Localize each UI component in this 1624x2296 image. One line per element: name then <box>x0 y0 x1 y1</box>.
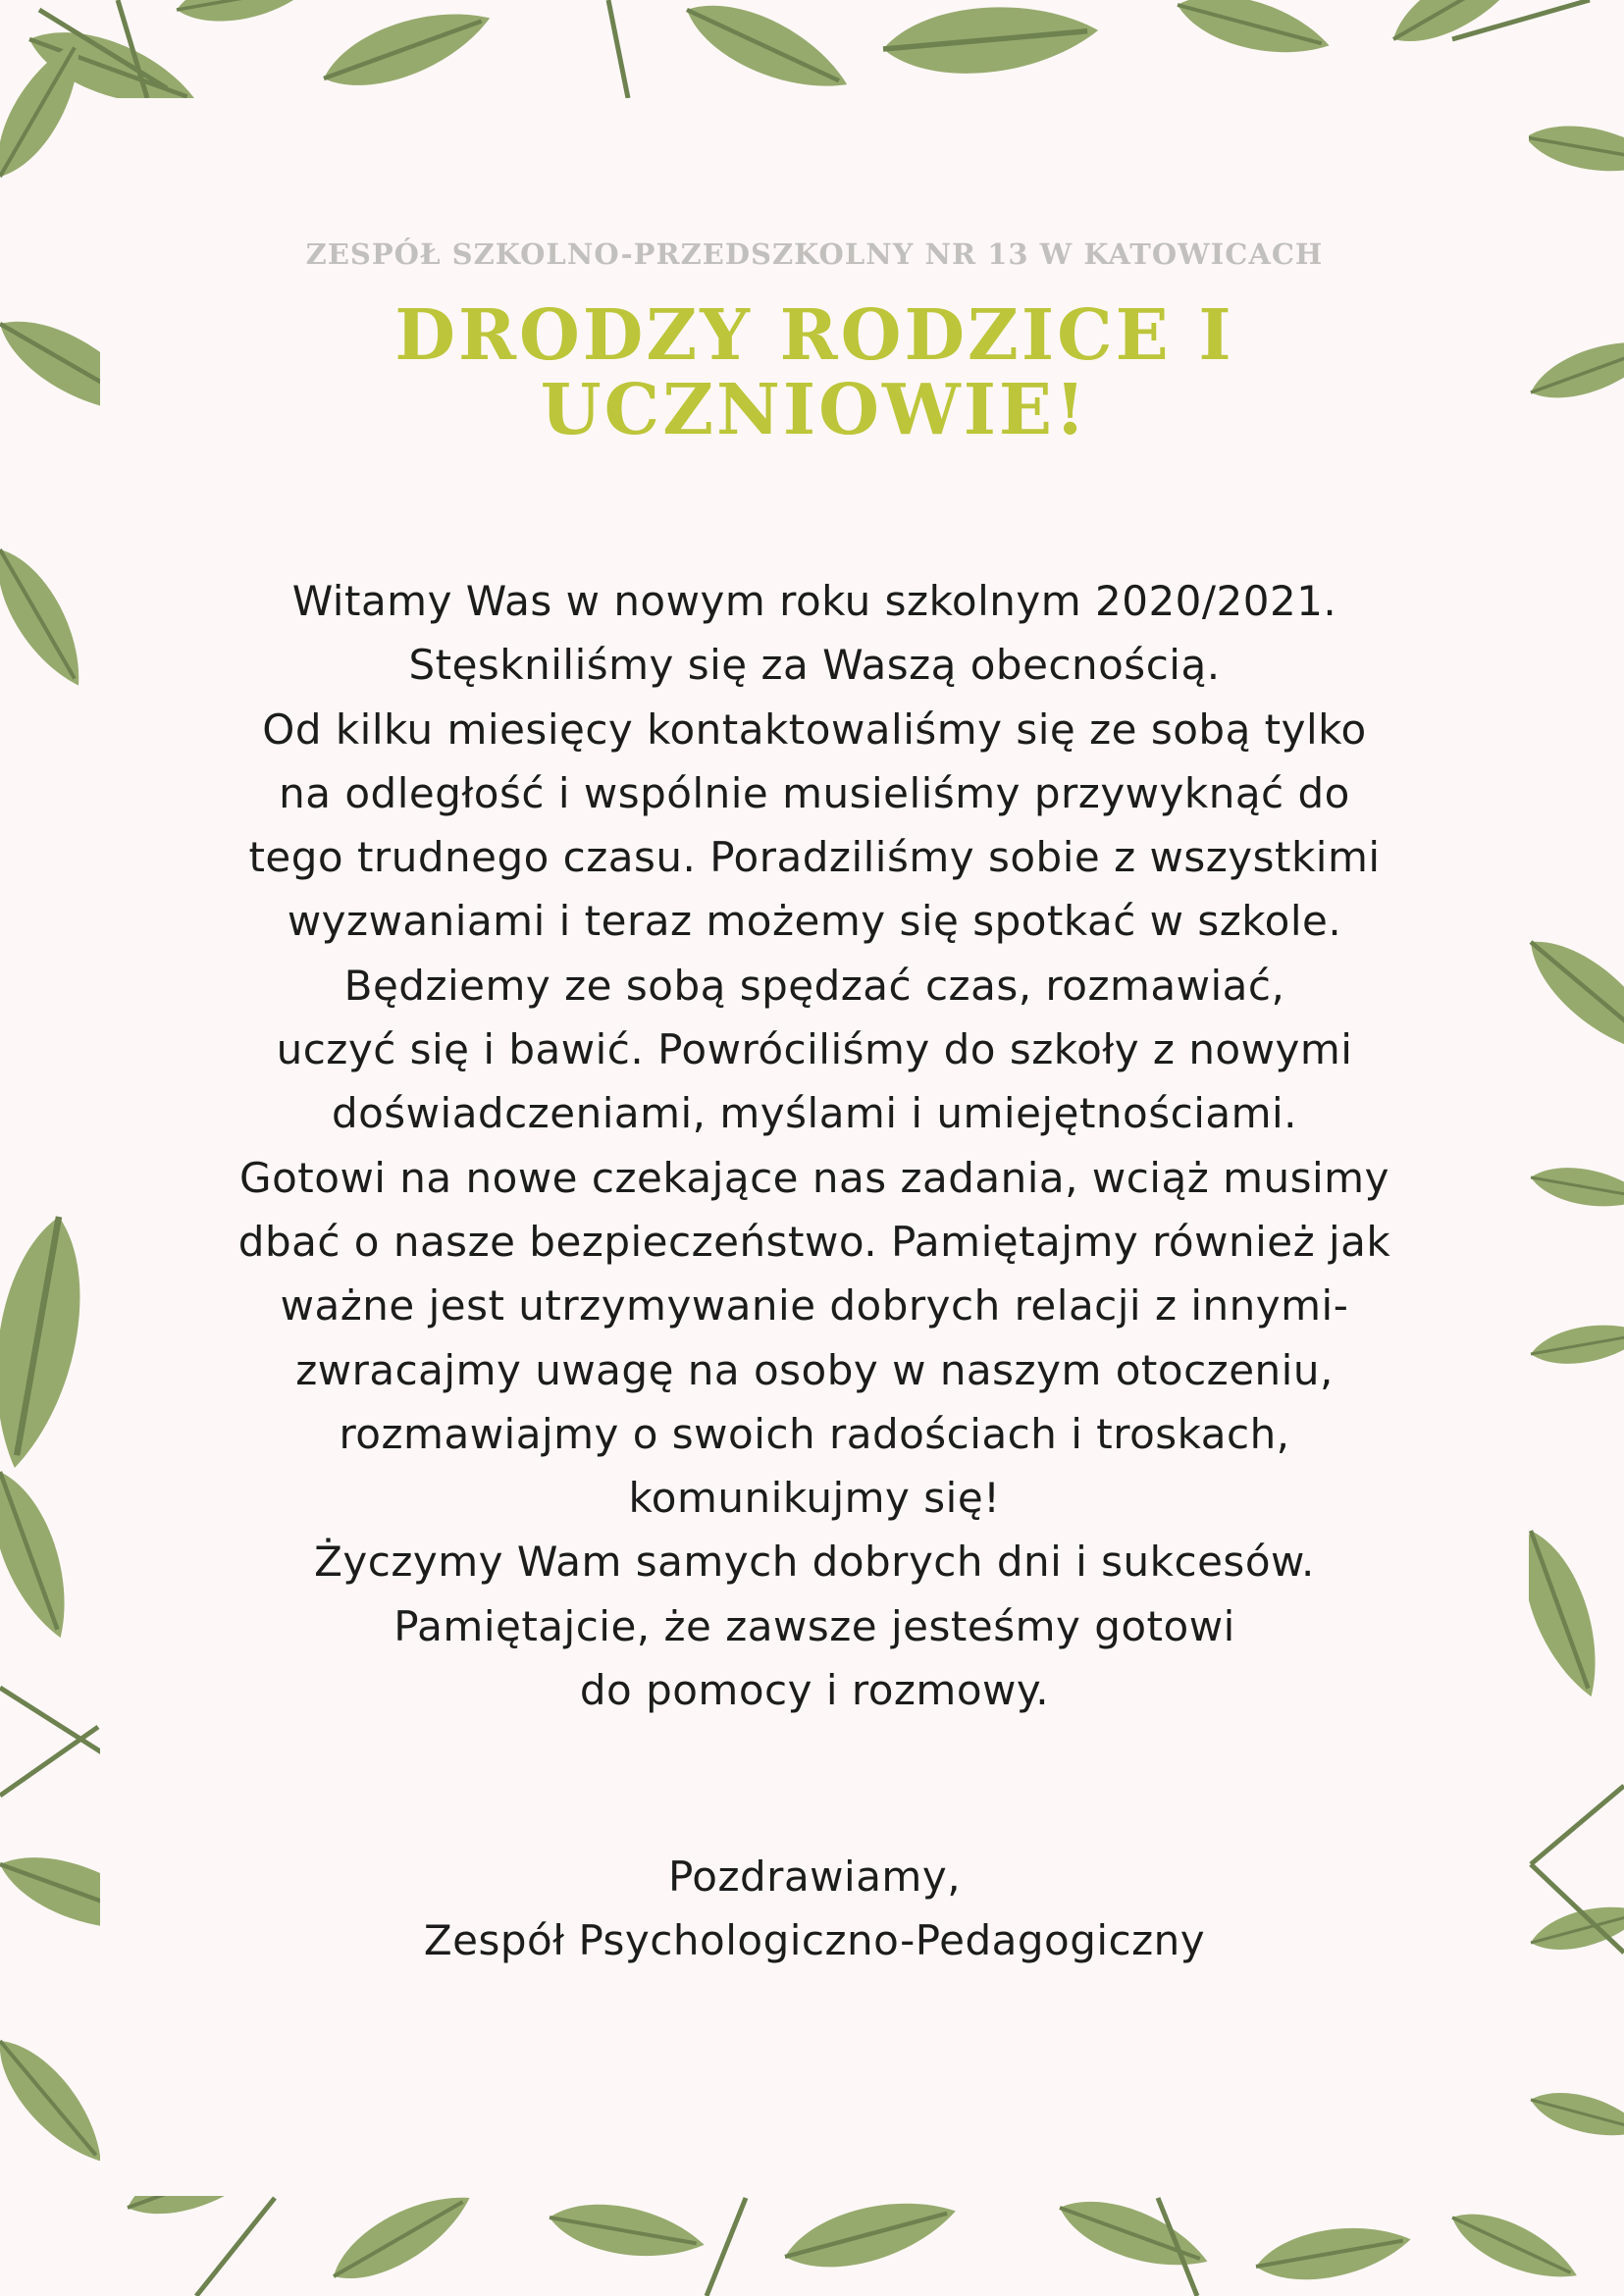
signature: Zespół Psychologiczno-Pedagogiczny <box>423 1916 1206 1964</box>
letter-line: tego trudnego czasu. Poradziliśmy sobie z wszystkimi <box>248 833 1381 882</box>
school-name: ZESPÓŁ SZKOLNO-PRZEDSZKOLNY NR 13 W KATOWICACH <box>305 237 1324 271</box>
letter-line: Życzymy Wam samych dobrych dni i sukcesów. <box>314 1538 1315 1587</box>
letter-line: do pomocy i rozmowy. <box>579 1666 1050 1715</box>
letter-line: Będziemy ze sobą spędzać czas, rozmawiać, <box>343 961 1285 1010</box>
letter-line: doświadczeniami, myślami i umiejętnościami. <box>331 1089 1298 1138</box>
letter-line: ważne jest utrzymywanie dobrych relacji z innymi- <box>280 1281 1349 1331</box>
letter-line: uczyć się i bawić. Powróciliśmy do szkoły z nowymi <box>276 1025 1353 1074</box>
letter-line: wyzwaniami i teraz możemy się spotkać w szkole. <box>287 897 1342 946</box>
letter-line: Pamiętajcie, że zawsze jesteśmy gotowi <box>393 1601 1235 1650</box>
letter-line: Witamy Was w nowym roku szkolnym 2020/2021. <box>291 577 1337 625</box>
letter-line: Gotowi na nowe czekające nas zadania, wciąż musimy <box>239 1153 1389 1202</box>
letter-line: komunikujmy się! <box>628 1474 1001 1523</box>
letter-line: dbać o nasze bezpieczeństwo. Pamiętajmy również jak <box>237 1217 1391 1266</box>
title-line: UCZNIOWIE! <box>540 368 1089 450</box>
letter-line: Stęskniliśmy się za Waszą obecnością. <box>408 641 1221 690</box>
signoff <box>100 1845 1529 1972</box>
letter-line: na odległość i wspólnie musieliśmy przywyknąć do <box>279 768 1350 817</box>
letter-line: Od kilku miesięcy kontaktowaliśmy się ze sobą tylko <box>262 704 1367 754</box>
page-title <box>100 293 1529 450</box>
letter-line: rozmawiajmy o swoich radościach i troskach, <box>339 1409 1290 1458</box>
letter-card <box>100 98 1529 2196</box>
greeting: Pozdrawiamy, <box>667 1852 962 1901</box>
title-line: DRODZY RODZICE I <box>394 293 1234 376</box>
letter-line: zwracajmy uwagę na osoby w naszym otoczeniu, <box>295 1345 1334 1394</box>
letter-body <box>100 569 1529 1722</box>
